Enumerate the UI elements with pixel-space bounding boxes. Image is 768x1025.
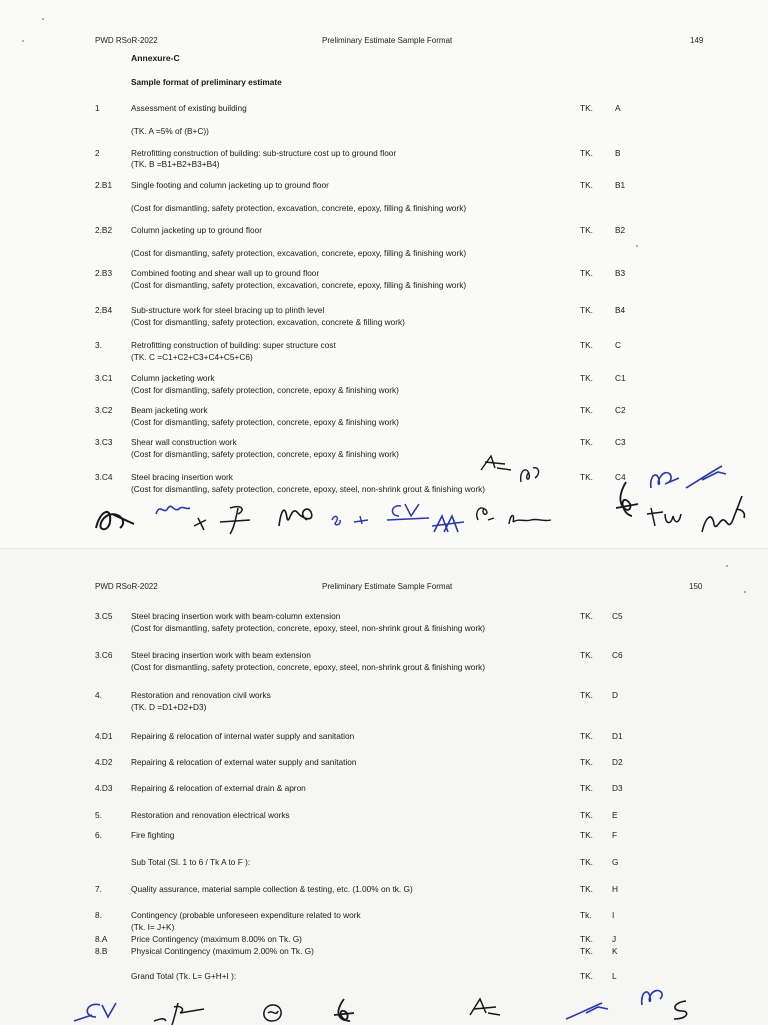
item-description: Combined footing and shear wall up to ground floor — [131, 268, 320, 278]
serial-number: 2.B3 — [95, 268, 113, 278]
unit: TK. — [580, 305, 593, 315]
signature-17 — [70, 999, 120, 1025]
unit: TK. — [580, 971, 593, 981]
unit: TK. — [580, 857, 593, 867]
item-note: (Cost for dismantling, safety protection, excavation, concrete, epoxy, filling & finishing work) — [131, 203, 467, 213]
unit: TK. — [580, 757, 593, 767]
item-description: Retrofitting construction of building: super structure cost — [131, 340, 336, 350]
page-number: 149 — [690, 36, 704, 45]
item-description: Price Contingency (maximum 8.00% on Tk. G) — [131, 934, 302, 944]
item-code: C4 — [615, 472, 626, 482]
section-subtitle: Sample format of preliminary estimate — [131, 77, 282, 87]
item-code: D2 — [612, 757, 623, 767]
item-description: Sub-structure work for steel bracing up to plinth level — [131, 305, 325, 315]
unit: TK. — [580, 437, 593, 447]
serial-number: 2 — [95, 148, 100, 158]
signature-16 — [698, 482, 754, 538]
item-description: Repairing & relocation of external drain & apron — [131, 783, 306, 793]
item-code: I — [612, 910, 615, 920]
page-number: 150 — [689, 582, 703, 591]
item-code: C — [615, 340, 621, 350]
signature-9 — [505, 510, 555, 528]
serial-number: 4. — [95, 690, 102, 700]
annexure-title: Annexure-C — [131, 53, 180, 63]
item-code: B — [615, 148, 621, 158]
signature-11 — [515, 462, 545, 486]
scan-speck — [42, 18, 44, 20]
serial-number: 7. — [95, 884, 102, 894]
item-note: (Cost for dismantling, safety protection, concrete, epoxy & finishing work) — [131, 449, 399, 459]
serial-number: 8. — [95, 910, 102, 920]
unit: TK. — [580, 611, 593, 621]
header-center: Preliminary Estimate Sample Format — [322, 36, 453, 45]
unit: TK. — [580, 830, 593, 840]
signature-2 — [152, 500, 192, 520]
unit: TK. — [580, 650, 593, 660]
item-code: J — [612, 934, 617, 944]
item-code: C3 — [615, 437, 626, 447]
serial-number: 5. — [95, 810, 102, 820]
item-description: Single footing and column jacketing up to ground floor — [131, 180, 329, 190]
signature-24 — [664, 997, 694, 1023]
unit: TK. — [580, 225, 593, 235]
serial-number: 2.B1 — [95, 180, 113, 190]
item-description: Quality assurance, material sample collection & testing, etc. (1.00% on tk. G) — [131, 884, 413, 894]
item-description: Steel bracing insertion work with beam-column extension — [131, 611, 341, 621]
serial-number: 3.C1 — [95, 373, 113, 383]
serial-number: 3.C5 — [95, 611, 113, 621]
header-center: Preliminary Estimate Sample Format — [322, 582, 453, 591]
item-description: Repairing & relocation of internal water supply and sanitation — [131, 731, 355, 741]
item-code: H — [612, 884, 618, 894]
signature-7 — [430, 510, 470, 536]
item-description: Fire fighting — [131, 830, 175, 840]
signature-22 — [562, 997, 612, 1023]
item-code: E — [612, 810, 618, 820]
item-note: (Cost for dismantling, safety protection, excavation, concrete, epoxy, filling & finishing work) — [131, 280, 467, 290]
item-note: (Cost for dismantling, safety protection, excavation, concrete, epoxy, filling & finishing work) — [131, 248, 467, 258]
unit: TK. — [580, 405, 593, 415]
item-description: Shear wall construction work — [131, 437, 237, 447]
item-code: C5 — [612, 611, 623, 621]
serial-number: 4.D3 — [95, 783, 113, 793]
item-description: Steel bracing insertion work — [131, 472, 233, 482]
serial-number: 2.B4 — [95, 305, 113, 315]
serial-number: 3.C6 — [95, 650, 113, 660]
signature-4 — [275, 500, 325, 532]
signature-10 — [475, 452, 515, 474]
signature-18 — [150, 997, 210, 1025]
item-description: Assessment of existing building — [131, 103, 247, 113]
item-description: Beam jacketing work — [131, 405, 208, 415]
signature-1 — [90, 500, 150, 536]
signature-20 — [330, 995, 360, 1025]
item-code: D1 — [612, 731, 623, 741]
serial-number: 3. — [95, 340, 102, 350]
signature-12 — [612, 478, 642, 520]
unit: TK. — [580, 148, 593, 158]
signature-8 — [470, 502, 500, 524]
subtotal-label: Sub Total (Sl. 1 to 6 / Tk A to F ): — [131, 857, 251, 867]
item-code: C6 — [612, 650, 623, 660]
signature-21 — [464, 995, 504, 1019]
scan-speck — [636, 245, 638, 247]
item-code: F — [612, 830, 618, 840]
item-note: (TK. C =C1+C2+C3+C4+C5+C6) — [131, 352, 253, 362]
scan-speck — [726, 565, 728, 567]
serial-number: 8.A — [95, 934, 108, 944]
estimate-page-150 — [0, 548, 768, 1025]
unit: TK. — [580, 340, 593, 350]
item-description: Physical Contingency (maximum 2.00% on Tk. G) — [131, 946, 314, 956]
unit: Tk. — [580, 910, 592, 920]
signature-13 — [645, 462, 685, 496]
serial-number: 3.C3 — [95, 437, 113, 447]
header-left: PWD RSoR-2022 — [95, 582, 158, 591]
item-note: (Cost for dismantling, safety protection, concrete, epoxy, steel, non-shrink grout & finishing work) — [131, 484, 486, 494]
unit: TK. — [580, 180, 593, 190]
item-code: K — [612, 946, 618, 956]
item-description: Retrofitting construction of building: sub-structure cost up to ground floor — [131, 148, 397, 158]
item-description: Restoration and renovation electrical works — [131, 810, 290, 820]
scan-speck — [744, 591, 746, 593]
unit: TK. — [580, 946, 593, 956]
item-description: Repairing & relocation of external water supply and sanitation — [131, 757, 357, 767]
header-left: PWD RSoR-2022 — [95, 36, 158, 45]
item-code: C2 — [615, 405, 626, 415]
unit: TK. — [580, 783, 593, 793]
item-code: A — [615, 103, 621, 113]
signature-6 — [385, 500, 435, 524]
serial-number: 3.C2 — [95, 405, 113, 415]
unit: TK. — [580, 731, 593, 741]
item-note: (Cost for dismantling, safety protection, excavation, concrete & filling work) — [131, 317, 405, 327]
serial-number: 6. — [95, 830, 102, 840]
item-code: B4 — [615, 305, 626, 315]
unit: TK. — [580, 103, 593, 113]
unit: TK. — [580, 268, 593, 278]
item-note: (Cost for dismantling, safety protection, concrete, epoxy, steel, non-shrink grout & finishing work) — [131, 623, 486, 633]
unit: TK. — [580, 810, 593, 820]
unit: TK. — [580, 472, 593, 482]
item-code: B3 — [615, 268, 626, 278]
serial-number: 3.C4 — [95, 472, 113, 482]
item-description: Column jacketing up to ground floor — [131, 225, 262, 235]
item-note: (TK. D =D1+D2+D3) — [131, 702, 207, 712]
item-note: (Cost for dismantling, safety protection, concrete, epoxy, steel, non-shrink grout & finishing work) — [131, 662, 486, 672]
signature-15 — [645, 500, 685, 530]
serial-number: 1 — [95, 103, 100, 113]
item-code: G — [612, 857, 619, 867]
item-code: B1 — [615, 180, 626, 190]
scan-speck — [22, 40, 24, 42]
unit: TK. — [580, 884, 593, 894]
signature-19 — [258, 1001, 288, 1025]
item-description: Restoration and renovation civil works — [131, 690, 271, 700]
signature-5 — [328, 510, 378, 530]
item-code: D3 — [612, 783, 623, 793]
unit: TK. — [580, 934, 593, 944]
serial-number: 4.D2 — [95, 757, 113, 767]
item-note: (Cost for dismantling, safety protection, concrete, epoxy & finishing work) — [131, 417, 399, 427]
serial-number: 2.B2 — [95, 225, 113, 235]
item-code: C1 — [615, 373, 626, 383]
serial-number: 8.B — [95, 946, 108, 956]
item-description: Contingency (probable unforeseen expenditure related to work — [131, 910, 361, 920]
item-code: B2 — [615, 225, 626, 235]
item-code: L — [612, 971, 617, 981]
signature-3 — [190, 500, 260, 536]
item-note: (Cost for dismantling, safety protection, concrete, epoxy & finishing work) — [131, 385, 399, 395]
item-code: D — [612, 690, 618, 700]
item-description: Steel bracing insertion work with beam extension — [131, 650, 311, 660]
item-description: Column jacketing work — [131, 373, 215, 383]
grand-total-label: Grand Total (Tk. L= G+H+I ): — [131, 971, 237, 981]
item-note: (TK. B =B1+B2+B3+B4) — [131, 159, 220, 169]
unit: TK. — [580, 690, 593, 700]
unit: TK. — [580, 373, 593, 383]
item-note: (Tk. I= J+K) — [131, 922, 175, 932]
serial-number: 4.D1 — [95, 731, 113, 741]
item-note: (TK. A =5% of (B+C)) — [131, 126, 209, 136]
